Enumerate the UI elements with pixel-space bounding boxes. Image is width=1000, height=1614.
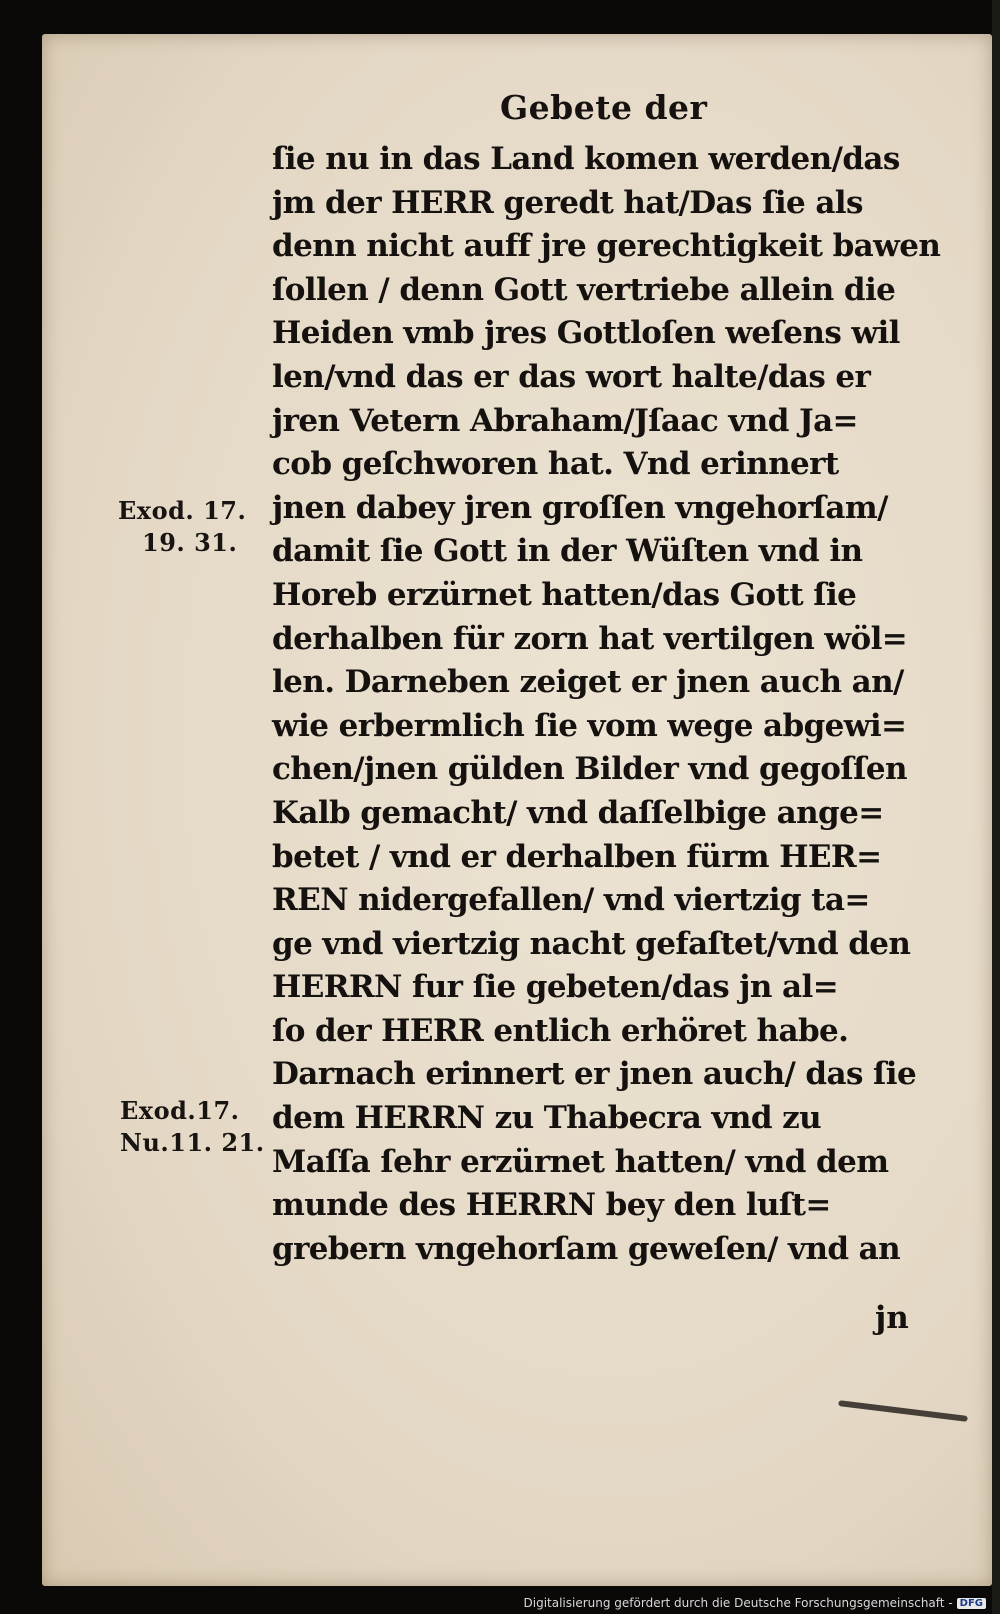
text-line: ſollen / denn Gott vertriebe allein die — [272, 271, 896, 308]
catchword: jn — [875, 1300, 909, 1336]
running-header: Gebete der — [500, 88, 708, 127]
footer-credit — [524, 1596, 987, 1610]
text-line: grebern vngehorſam geweſen/ vnd an — [272, 1230, 901, 1267]
dfg-logo-icon: DFG — [957, 1598, 986, 1609]
text-line: len/vnd das er das wort halte/das er — [272, 358, 871, 395]
text-line: Heiden vmb jres Gottloſen weſens wil — [272, 315, 900, 352]
text-line: Kalb gemacht/ vnd daſſelbige ange= — [272, 794, 884, 831]
text-line: dem HERRN zu Thabecra vnd zu — [272, 1100, 822, 1137]
margin-note-line: 19. 31. — [142, 528, 238, 557]
footer-text: Digitalisierung gefördert durch die Deutsche Forschungsgemeinschaft - — [523, 1596, 953, 1610]
margin-note — [118, 495, 246, 559]
text-line: damit ſie Gott in der Wüſten vnd in — [272, 533, 863, 570]
page-edge — [992, 0, 1000, 1614]
text-line: derhalben für zorn hat vertilgen wöl= — [272, 620, 908, 657]
text-line: cob geſchworen hat. Vnd erinnert — [272, 446, 839, 483]
margin-note-line: Exod.17. — [120, 1096, 240, 1125]
text-line: Horeb erzürnet hatten/das Gott ſie — [272, 576, 857, 613]
text-line: wie erbermlich ſie vom wege abgewi= — [272, 707, 907, 744]
text-line: Darnach erinnert er jnen auch/ das ſie — [272, 1056, 917, 1093]
text-line: munde des HERRN bey den luſt= — [272, 1187, 831, 1224]
margin-note-line: Nu.11. 21. — [120, 1128, 265, 1157]
text-line: REN nidergefallen/ vnd viertzig ta= — [272, 882, 870, 919]
text-line: chen/jnen gülden Bilder vnd gegoſſen — [272, 751, 907, 788]
text-line: ſo der HERR entlich erhöret habe. — [272, 1012, 849, 1049]
margin-note — [120, 1095, 265, 1159]
text-line: ſie nu in das Land komen werden/das — [272, 141, 900, 177]
body-text — [272, 138, 941, 1271]
text-line: HERRN fur ſie gebeten/das jn al= — [272, 969, 839, 1006]
text-line: ge vnd viertzig nacht gefaſtet/vnd den — [272, 925, 911, 962]
text-line: betet / vnd er derhalben fürm HER= — [272, 838, 882, 875]
text-line: jm der HERR geredt hat/Das ſie als — [272, 184, 863, 221]
text-line: jnen dabey jren groſſen vngehorſam/ — [272, 489, 888, 526]
margin-note-line: Exod. 17. — [118, 496, 247, 525]
text-line: len. Darneben zeiget er jnen auch an/ — [272, 664, 904, 701]
text-line: Maſſa ſehr erzürnet hatten/ vnd dem — [272, 1143, 889, 1180]
text-line: denn nicht auff jre gerechtigkeit bawen — [272, 228, 941, 265]
text-line: jren Vetern Abraham/Jſaac vnd Ja= — [272, 402, 858, 439]
